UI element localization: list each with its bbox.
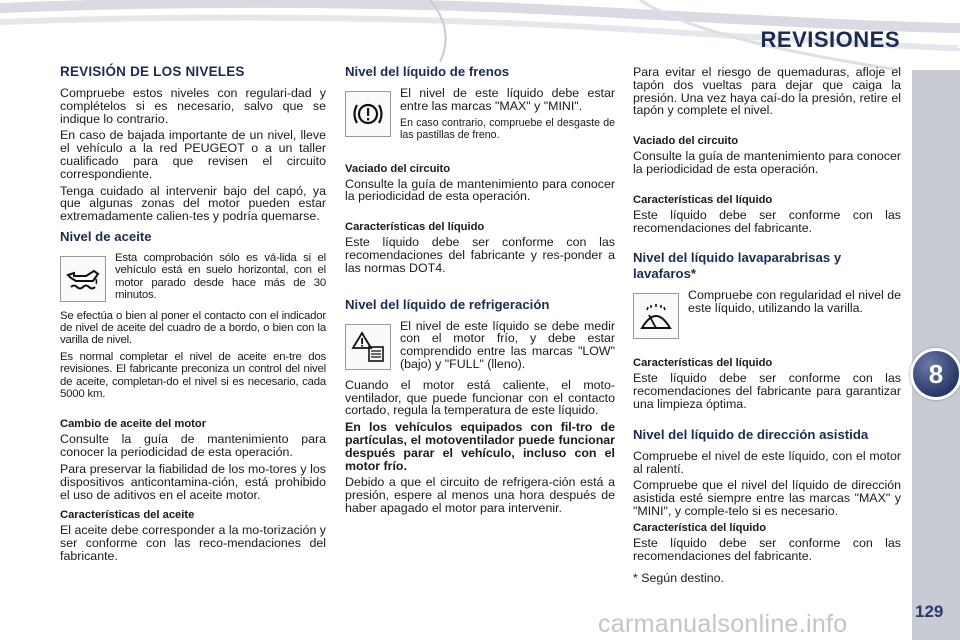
brake-drain-title: Vaciado del circuito <box>345 162 451 175</box>
column-3 <box>633 66 901 589</box>
page-header-title: REVISIONES <box>760 27 900 52</box>
washer-fluid-icon <box>633 293 679 339</box>
page-number: 129 <box>915 602 944 621</box>
coolant-cap-instructions: Para evitar el riesgo de quemaduras, afloje el tapón dos vueltas para dejar que caiga la presión. Una vez haya caí-do la presión, retire el tapón y complete el nivel. <box>633 65 901 118</box>
washer-fluid-block <box>633 289 901 339</box>
watermark: carmanualsonline.info <box>598 610 848 638</box>
brake-fluid-note: En caso contrario, compruebe el desgaste de las pastillas de freno. <box>400 116 615 141</box>
brake-spec-title: Características del líquido <box>345 221 485 234</box>
coolant-spec-text: Este líquido debe ser conforme con las recomendaciones del fabricante. <box>633 207 901 235</box>
power-steering-spec-title: Característica del líquido <box>633 521 767 534</box>
oil-change-title: Cambio de aceite del motor <box>60 418 207 431</box>
brake-fluid-range: El nivel de este líquido debe estar entre las marcas "MAX" y "MINI". <box>400 86 615 113</box>
oil-level-interval: Es normal completar el nivel de aceite en-tre dos revisiones. El fabricante preconiza un control del nivel de aceite, completan-do el nivel si es necesario, cada 5000 km. <box>60 350 326 401</box>
washer-spec-text: Este líquido debe ser conforme con las recomendaciones del fabricante para garantizar una limpieza óptima. <box>633 371 901 411</box>
levels-hot-warning: Tenga cuidado al intervenir bajo del capó, ya que algunas zonas del motor pueden estar extremadamente calien-tes y podría quemarse. <box>60 183 326 224</box>
levels-intro: Compruebe estos niveles con regulari-dad y complételos si es necesario, salvo que se indique lo contrario. <box>60 86 326 126</box>
oil-level-condition: Esta comprobación sólo es vá-lida si el vehículo está en suelo horizontal, con el motor parado desde hace más de 30 minutos. <box>115 251 326 302</box>
coolant-warning-icon <box>345 324 391 370</box>
coolant-pressure: Debido a que el circuito de refrigera-ción está a presión, espere al menos una hora después de haber apagado el motor para intervenir. <box>345 475 615 515</box>
oil-level-block <box>60 252 326 306</box>
oil-spec-title: Características del aceite <box>60 509 195 522</box>
column-1 <box>60 62 326 567</box>
chapter-number-badge: 8 <box>910 348 960 400</box>
power-steering-idle: Compruebe el nivel de este líquido, con el motor al ralentí. <box>633 448 901 476</box>
oil-change-additives: Para preservar la fiabilidad de los mo-tores y los dispositivos anticontamina-ción, está prohibido el uso de aditivos en el aceite motor. <box>60 462 326 502</box>
oil-level-icon <box>60 256 106 302</box>
coolant-block <box>345 320 615 375</box>
oil-level-method: Se efectúa o bien al poner el contacto con el indicador de nivel de aceite del cuadro de a bordo, o bien con la varilla de nivel. <box>60 309 326 347</box>
oil-change-schedule: Consulte la guía de mantenimiento para conocer la periodicidad de esta operación. <box>60 432 326 460</box>
coolant-drain-text: Consulte la guía de mantenimiento para conocer la periodicidad de esta operación. <box>633 149 901 176</box>
coolant-particle-filter-warning: En los vehículos equipados con fil-tro de partículas, el motoventilador puede funcionar después parar el vehículo, incluso con el motor frío. <box>345 420 615 473</box>
coolant-fan: Cuando el motor está caliente, el moto-ventilador, que puede funcionar con el contacto cortado, regula la temperatura de este líquido. <box>345 377 615 418</box>
brake-spec-text: Este líquido debe ser conforme con las recomendaciones del fabricante y res-ponder a las normas DOT4. <box>345 235 615 275</box>
coolant-measure: El nivel de este líquido se debe medir con el motor frío, y debe estar comprendido entre las marcas "LOW" (bajo) y "FULL" (lleno). <box>400 318 615 371</box>
brake-fluid-icon <box>345 91 391 137</box>
washer-spec-title: Características del líquido <box>633 357 773 370</box>
coolant-drain-title: Vaciado del circuito <box>633 135 739 148</box>
brake-fluid-title: Nivel del líquido de frenos <box>345 64 510 79</box>
brake-fluid-block <box>345 87 615 145</box>
coolant-title: Nivel del líquido de refrigeración <box>345 296 550 312</box>
footnote: * Según destino. <box>633 571 724 586</box>
coolant-spec-title: Características del líquido <box>633 193 773 206</box>
column-2 <box>345 62 615 519</box>
oil-spec-text: El aceite debe corresponder a la mo-torización y ser conforme con las reco-mendaciones del fabricante. <box>60 523 326 564</box>
power-steering-spec-text: Este líquido debe ser conforme con las recomendaciones del fabricante. <box>633 535 901 563</box>
section-title-levels: REVISIÓN DE LOS NIVELES <box>60 64 245 79</box>
washer-fluid-check: Compruebe con regularidad el nivel de este líquido, utilizando la varilla. <box>688 288 901 316</box>
washer-fluid-title: Nivel del líquido lavaparabrisas y lavafaros* <box>633 250 842 282</box>
oil-level-title: Nivel de aceite <box>60 228 152 244</box>
power-steering-title: Nivel del líquido de dirección asistida <box>633 426 869 442</box>
power-steering-range: Compruebe que el nivel del líquido de dirección asistida esté siempre entre las marcas "MAX" y "MINI", y comple-telo si es necesario. <box>633 478 901 518</box>
levels-drop-warning: En caso de bajada importante de un nivel, lleve el vehículo a la red PEUGEOT o a un taller cualificado para que revisen el circuito correspondiente. <box>60 128 326 181</box>
brake-drain-text: Consulte la guía de mantenimiento para conocer la periodicidad de esta operación. <box>345 176 615 204</box>
